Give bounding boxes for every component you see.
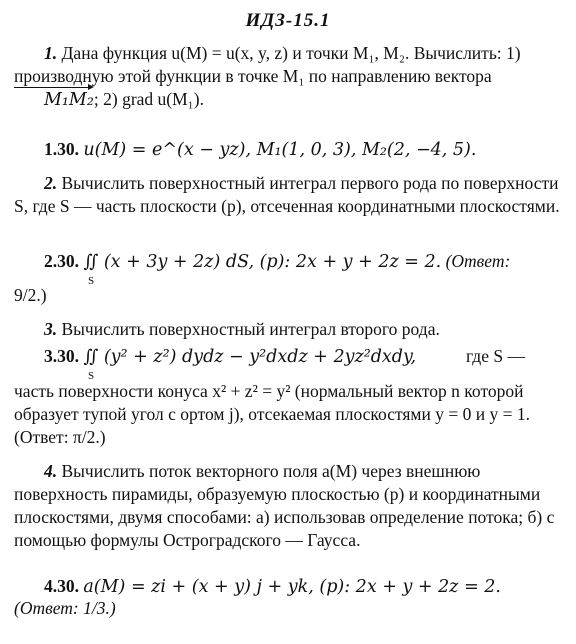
task-1-number: 1. [44, 43, 58, 63]
task-3-text: Вычислить поверхностный интеграл второго рода. [61, 319, 440, 339]
task-4-number: 4. [44, 461, 58, 481]
page-title: ИДЗ-15.1 [245, 10, 331, 31]
variant-3-formula: ∬ (y² + z²) dydz − y²dxdz + 2yz²dxdy, [83, 347, 417, 367]
task-3-statement [14, 318, 562, 341]
variant-1-number: 1.30. [44, 139, 79, 159]
task-3-number: 3. [44, 319, 58, 339]
variant-4-formula: a(M) = zi + (x + y) j + yk, (p): 2x + y + 2z = 2. [83, 577, 501, 597]
where-label: где S — [466, 346, 525, 366]
task-2-statement [14, 172, 562, 218]
answer-4: (Ответ: 1/3.) [14, 598, 116, 618]
task-3-rest: часть поверхности конуса x² + z² = y² (нормальный вектор n которой образует тупой угол с ортом j), отсекаемая плоскостями y = 0 и y = 1. (Ответ: π/2.) [14, 381, 530, 447]
task-4-variant [44, 575, 501, 599]
answer-2: 9/2.) [14, 285, 47, 305]
task-1-variant [44, 138, 476, 162]
variant-1-formula: u(M) = e^(x − yz), M₁(1, 0, 3), M₂(2, −4, 5). [83, 140, 477, 160]
task-1-text: Дана функция u(M) = u(x, y, z) и точки M₁, M₂. Вычислить: 1) производную этой функции в точке M₁ по направлению вектора [14, 43, 521, 86]
task-4-statement [14, 460, 562, 552]
integral-subscript-2: S [88, 275, 95, 287]
task-1-statement [14, 42, 562, 112]
task-4-text: Вычислить поток векторного поля a(M) через внешнюю поверхность пирамиды, образуемую плоскостью (p) и координатными плоскостями, двумя способами: а) использовав определение потока; б) с помощью формулы Остроградского — Гаусса. [14, 461, 555, 550]
variant-2-number: 2.30. [44, 251, 79, 271]
answer-label-2: (Ответ: [445, 251, 511, 271]
task-3-variant [44, 345, 416, 369]
integral-subscript-3: S [88, 370, 95, 382]
task-2-number: 2. [44, 173, 58, 193]
variant-4-number: 4.30. [44, 576, 79, 596]
task-1-text-end: ; 2) grad u(M₁). [93, 89, 204, 109]
task-2-text: Вычислить поверхностный интеграл первого рода по поверхности S, где S — часть плоскости (p), отсеченная координатными плоскостями. [14, 173, 560, 216]
variant-2-formula: ∬ (x + 3y + 2z) dS, (p): 2x + y + 2z = 2. [83, 252, 442, 272]
vector-m1m2: M₁M₂ [14, 89, 94, 112]
variant-3-number: 3.30. [44, 346, 79, 366]
task-2-variant [44, 250, 510, 274]
